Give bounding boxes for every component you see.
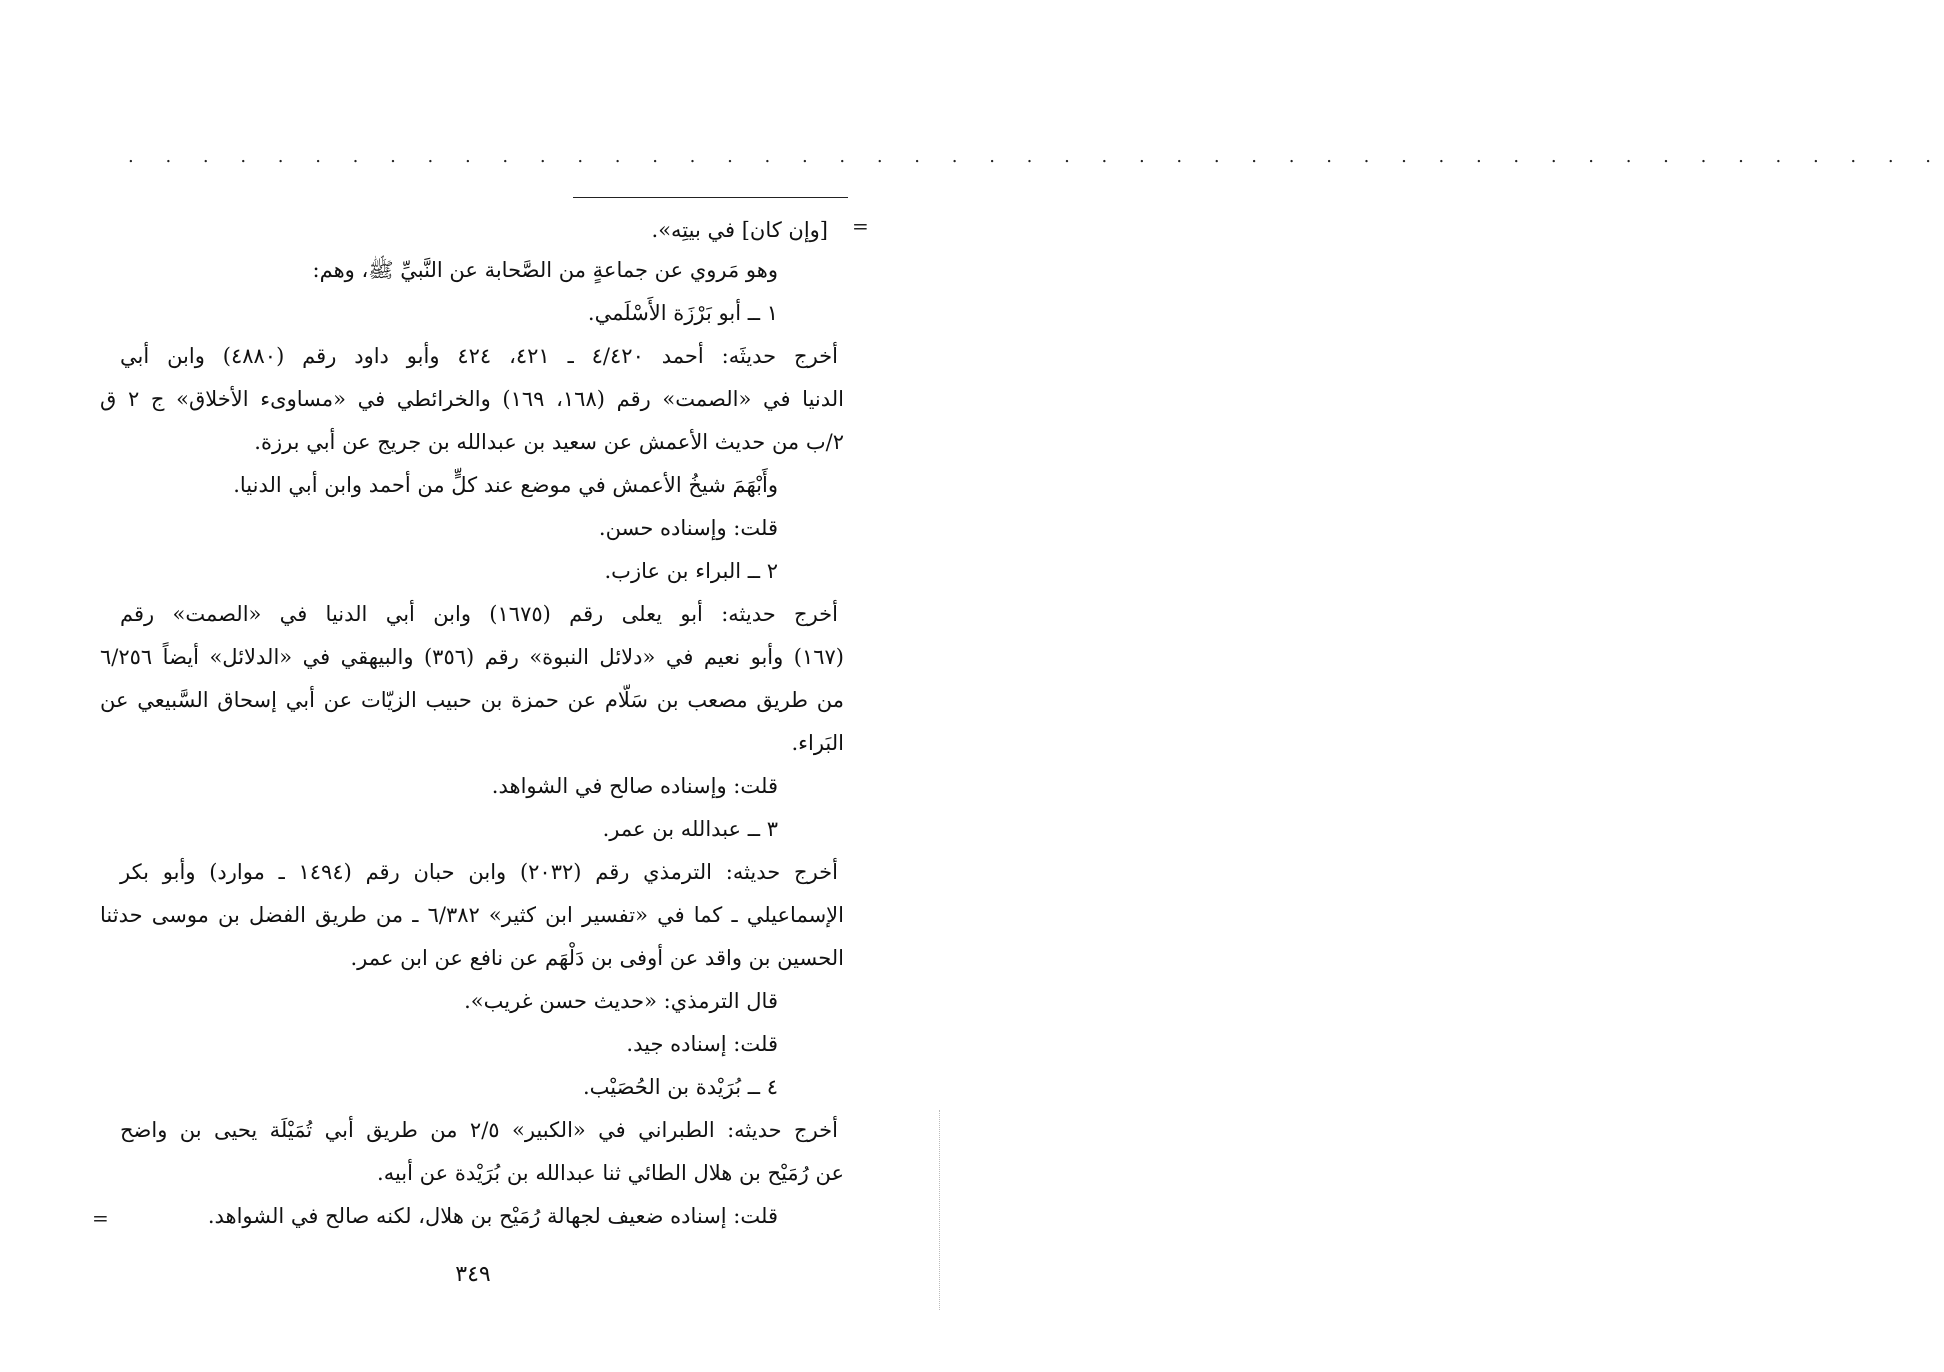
footnote-line-5: الدنيا في «الصمت» رقم (١٦٨، ١٦٩) والخرائطي في «مساوىء الأخلاق» ج ٢ ق (100, 387, 845, 411)
footnote-line-20: قلت: إسناده جيد. (626, 1032, 778, 1056)
footnote-line-14: قلت: وإسناده صالح في الشواهد. (491, 774, 778, 798)
footnote-line-11: (١٦٧) وأبو نعيم في «دلائل النبوة» رقم (٣٥٦) والبيهقي في «الدلائل» أيضاً ٦/٢٥٦ (100, 645, 844, 669)
footnote-line-16: أخرج حديثه: الترمذي رقم (٢٠٣٢) وابن حبان رقم (١٤٩٤ ـ موارد) وأبو بكر (120, 860, 838, 884)
narrator-heading-4: ٤ ــ بُرَيْدة بن الحُصَيْب. (582, 1075, 778, 1099)
continuation-mark-bottom: = (92, 1206, 109, 1230)
footnote-line-4: أخرج حديثَه: أحمد ٤/٤٢٠ ـ ٤٢١، ٤٢٤ وأبو داود رقم (٤٨٨٠) وابن أبي (120, 344, 838, 368)
footnote-line-6: ٢/ب من حديث الأعمش عن سعيد بن عبدالله بن جريج عن أبي برزة. (254, 430, 844, 454)
footnote-line-2: وهو مَروي عن جماعةٍ من الصَّحابة عن النَّبيِّ ﷺ، وهم: (312, 258, 778, 282)
footnote-line-1: [وإن كان] في بيتِه». (651, 218, 828, 242)
footnote-line-10: أخرج حديثه: أبو يعلى رقم (١٦٧٥) وابن أبي الدنيا في «الصمت» رقم (120, 602, 838, 626)
continuation-mark-top: = (852, 214, 869, 238)
page-number: ٣٤٩ (455, 1262, 491, 1287)
footnote-line-19: قال الترمذي: «حديث حسن غريب». (464, 989, 778, 1013)
footnote-line-13: البَراء. (791, 731, 844, 755)
narrator-heading-3: ٣ ــ عبدالله بن عمر. (602, 817, 778, 841)
footnote-rule (573, 197, 848, 198)
footnote-line-17: الإسماعيلي ـ كما في «تفسير ابن كثير» ٦/٣٨٢ ـ من طريق الفضل بن موسى حدثنا (100, 903, 844, 927)
footnote-line-22: أخرج حديثه: الطبراني في «الكبير» ٢/٥ من طريق أبي تُمَيْلَة يحيى بن واضح (120, 1118, 838, 1142)
footnote-line-12: من طريق مصعب بن سَلّام عن حمزة بن حبيب الزيّات عن أبي إسحاق السَّبيعي عن (100, 688, 844, 712)
footnote-line-8: قلت: وإسناده حسن. (598, 516, 778, 540)
footnote-line-7: وأَبْهَمَ شيخُ الأعمش في موضع عند كلٍّ من أحمد وابن أبي الدنيا. (233, 473, 778, 497)
dotted-separator: . . . . . . . . . . . . . . . . . . . . . . . . . . . . . . . . . . . . . . . . . . . . . . . . . (128, 146, 1944, 167)
footnote-line-23: عن رُمَيْح بن هلال الطائي ثنا عبدالله بن بُرَيْدة عن أبيه. (377, 1161, 844, 1185)
footnote-line-18: الحسين بن واقد عن أوفى بن دَلْهَم عن نافع عن ابن عمر. (350, 946, 844, 970)
footnote-line-24: قلت: إسناده ضعيف لجهالة رُمَيْح بن هلال، لكنه صالح في الشواهد. (207, 1204, 778, 1228)
narrator-heading-2: ٢ ــ البراء بن عازب. (604, 559, 778, 583)
narrator-heading-1: ١ ــ أبو بَرْزَة الأَسْلَمي. (587, 301, 778, 325)
scan-margin-artifact (937, 1110, 940, 1310)
